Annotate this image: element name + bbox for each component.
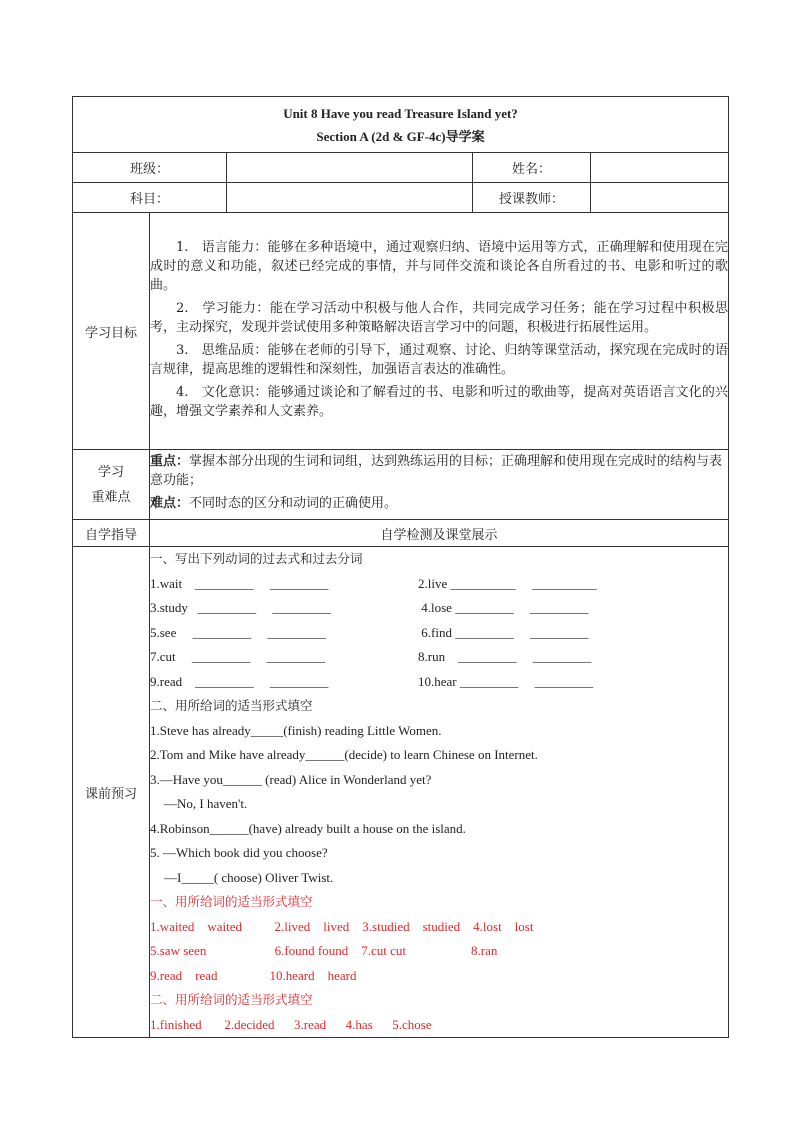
title-cell [73, 97, 729, 153]
fill-item: 4.Robinson______(have) already built a house on the island. [150, 820, 466, 836]
difficulty-text: 难点：不同时态的区分和动词的正确使用。 [150, 496, 398, 511]
key-points-row [73, 450, 729, 520]
verb-row: 9.read _________ _________ 10.hear _________ _________ [150, 673, 594, 689]
focus-text: 重点：掌握本部分出现的生词和词组，达到熟练运用的目标；正确理解和使用现在完成时的结构与表意功能； [150, 454, 723, 488]
guide-label: 自学指导 [73, 520, 150, 547]
guide-heading: 自学检测及课堂展示 [150, 520, 729, 547]
class-row [73, 153, 729, 183]
verb-row: 3.study _________ _________ 4.lose _________ _________ [150, 600, 589, 615]
answer-row: 5.saw seen 6.found found 7.cut cut 8.ran [150, 943, 498, 958]
guide-row [73, 520, 729, 547]
answer-row: 1.finished 2.decided 3.read 4.has 5.chose [150, 1016, 432, 1032]
name-field[interactable] [591, 153, 729, 183]
section1-title: 一、写出下列动词的过去式和过去分词 [150, 551, 363, 566]
fill-item: 2.Tom and Mike have already______(decide) to learn Chinese on Internet. [150, 747, 538, 762]
answers-title-2: 二、用所给词的适当形式填空 [150, 992, 313, 1007]
preview-label: 课前预习 [73, 547, 150, 1038]
subject-row [73, 183, 729, 213]
objectives-row [73, 213, 729, 450]
objectives-label: 学习目标 [73, 213, 150, 450]
preview-content [150, 547, 729, 1038]
title-line-1: Unit 8 Have you read Treasure Island yet? [283, 105, 518, 121]
section2-title: 二、用所给词的适当形式填空 [150, 698, 313, 713]
objectives-content [150, 213, 729, 450]
answers-title-1: 一、用所给词的适当形式填空 [150, 894, 313, 909]
objective-item: 4. 文化意识：能够通过谈论和了解看过的书、电影和听过的歌曲等，提高对英语语言文化的兴趣，增强文学素养和人文素养。 [150, 384, 728, 419]
worksheet-table [72, 96, 729, 1038]
verb-row: 7.cut _________ _________ 8.run _________ _________ [150, 649, 592, 664]
fill-item: —No, I haven't. [164, 796, 248, 811]
subject-label: 科目： [73, 183, 227, 213]
answer-row: 9.read read 10.heard heard [150, 967, 357, 983]
verb-row: 5.see _________ _________ 6.find _________ _________ [150, 624, 589, 640]
title-row [73, 97, 729, 153]
key-points-label: 学习 重难点 [73, 450, 150, 520]
fill-item: —I_____( choose) Oliver Twist. [164, 869, 334, 885]
fill-item: 5. —Which book did you choose? [150, 845, 328, 860]
class-field[interactable] [227, 153, 473, 183]
teacher-field[interactable] [591, 183, 729, 213]
fill-item: 3.—Have you______ (read) Alice in Wonderland yet? [150, 771, 432, 787]
fill-item: 1.Steve has already_____(finish) reading Little Women. [150, 722, 442, 738]
title-line-2: Section A (2d & GF-4c)导学案 [316, 128, 485, 144]
name-label: 姓名： [473, 153, 591, 183]
class-label: 班级： [73, 153, 227, 183]
teacher-label: 授课教师： [473, 183, 591, 213]
preview-row [73, 547, 729, 1038]
answer-row: 1.waited waited 2.lived lived 3.studied studied 4.lost lost [150, 918, 534, 934]
subject-field[interactable] [227, 183, 473, 213]
objective-item: 3. 思维品质：能够在老师的引导下，通过观察、讨论、归纳等课堂活动，探究现在完成时的语言规律，提高思维的逻辑性和深刻性，加强语言表达的准确性。 [150, 342, 728, 377]
key-points-content [150, 450, 729, 520]
objective-item: 2. 学习能力：能在学习活动中积极与他人合作，共同完成学习任务；能在学习过程中积极思考，主动探究，发现并尝试使用多种策略解决语言学习中的问题，积极进行拓展性运用。 [150, 300, 728, 335]
objective-item: 1. 语言能力：能够在多种语境中，通过观察归纳、语境中运用等方式，正确理解和使用现在完成时的意义和功能，叙述已经完成的事情，并与同伴交流和谈论各自所看过的书、电影和听过的歌曲。 [150, 239, 728, 293]
verb-row: 1.wait _________ _________ 2.live __________ __________ [150, 575, 597, 591]
